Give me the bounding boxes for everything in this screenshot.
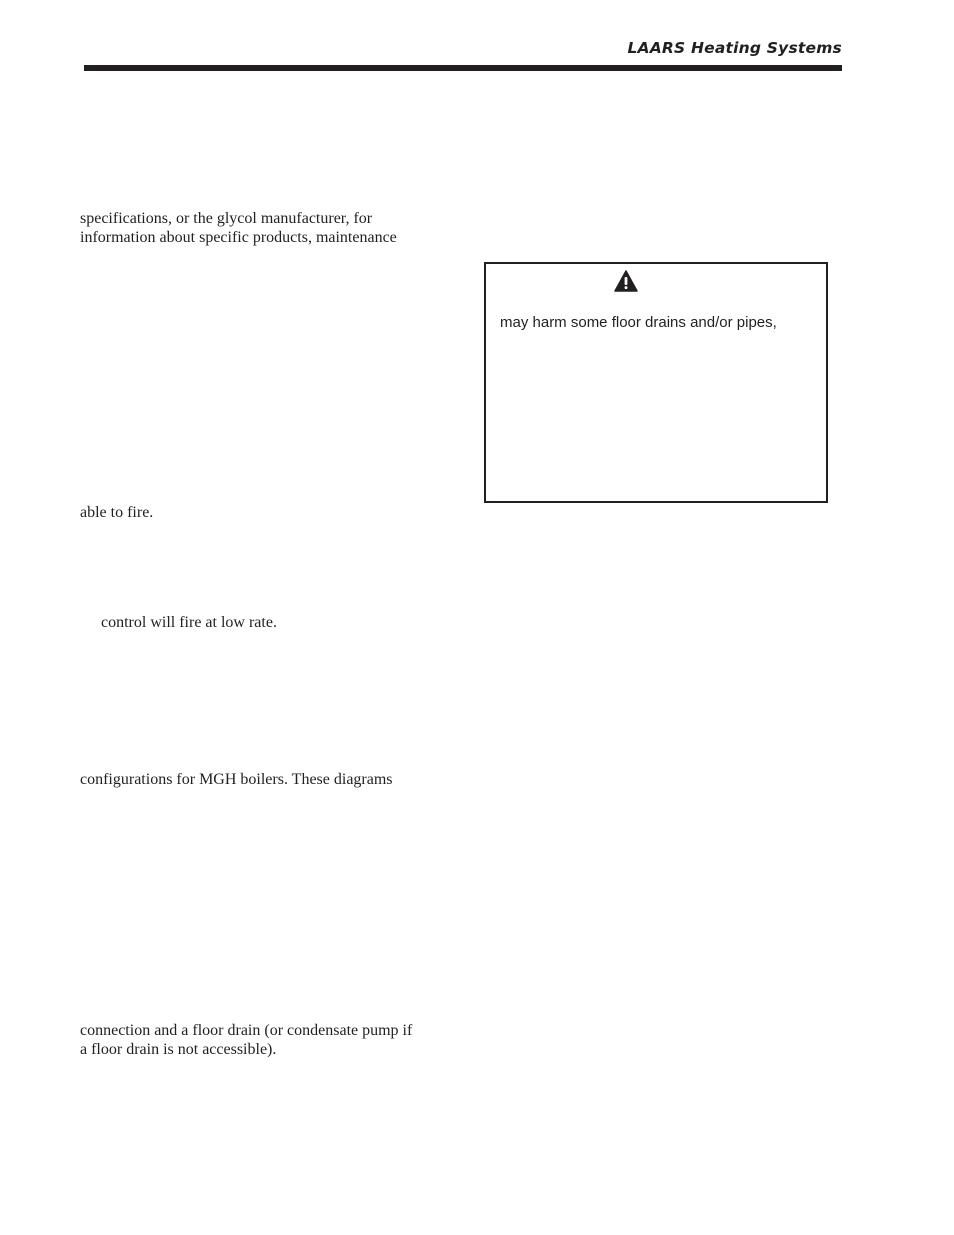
body-text-line: connection and a floor drain (or condensate pump if — [80, 1022, 413, 1039]
body-text-line: able to fire. — [80, 504, 154, 521]
warning-text: may harm some floor drains and/or pipes, — [500, 314, 777, 331]
brand-header: LAARS Heating Systems — [627, 39, 842, 57]
warning-triangle-icon — [614, 270, 638, 292]
body-text-line: a floor drain is not accessible). — [80, 1041, 277, 1058]
header-rule — [84, 65, 842, 71]
body-text-line: configurations for MGH boilers. These diagrams — [80, 771, 393, 788]
body-text-line: specifications, or the glycol manufacturer, for — [80, 210, 373, 227]
warning-box — [484, 262, 828, 503]
body-text-line: information about specific products, maintenance — [80, 229, 397, 246]
body-text-line: control will fire at low rate. — [101, 614, 277, 631]
